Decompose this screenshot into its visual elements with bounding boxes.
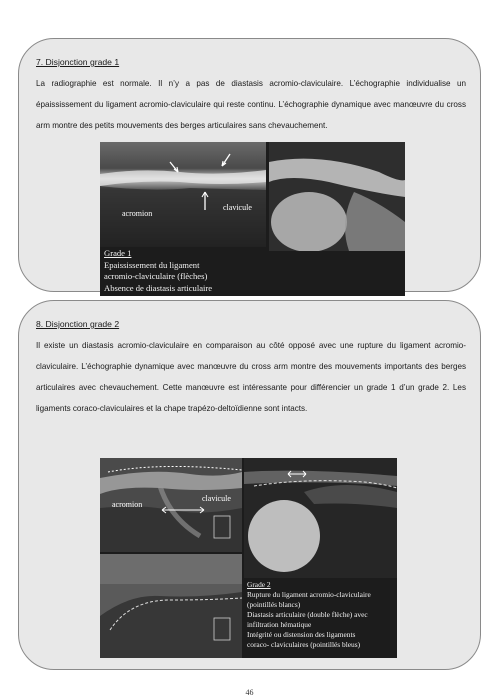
label-acromion: acromion [112,500,143,509]
section-paragraph: La radiographie est normale. Il n’y a pas de diastasis acromio-claviculaire. L’échographie individualise un épaississement du ligament acromio-claviculaire qui reste continu. L’échographie dynamique avec manœuvre du cross arm montre des petits mouvements des berges articulaires sans chevauchement. [36,79,466,130]
ultrasound-image-bottom [100,554,242,658]
caption-title: Grade 2 [247,580,271,589]
caption-line: Intégrité ou distension des ligaments [247,630,356,639]
figure-grade2 [100,458,397,658]
ultrasound-image-top [100,458,242,552]
mri-image [244,458,397,578]
page-number: 46 [245,688,254,697]
caption-line: Epaississement du ligament [104,259,200,270]
caption-title: Grade 1 [104,248,132,258]
label-clavicule: clavicule [202,494,231,503]
caption-line: coraco- claviculaires (pointillés bleus) [247,640,361,649]
label-acromion: acromion [122,209,153,218]
xray-image [269,142,405,251]
caption-line: acromio-claviculaire (flèches) [104,271,208,281]
caption-line: Rupture du ligament acromio-claviculaire [247,590,371,599]
label-clavicule: clavicule [223,203,252,212]
caption-line: infiltration hématique [247,620,312,629]
figure-caption [247,580,371,650]
caption-line: Diastasis articulaire (double flèche) avec [247,610,368,619]
caption-line: Absence de diastasis articulaire [104,282,213,293]
figure-caption [104,248,212,294]
section-heading: 8. Disjonction grade 2 [36,319,120,329]
figure-grade1 [100,142,405,296]
section-card-grade2 [18,300,481,670]
ultrasound-image [100,142,266,247]
section-heading: 7. Disjonction grade 1 [36,57,120,67]
caption-line: (pointillés blancs) [247,600,301,609]
section-paragraph: Il existe un diastasis acromio-claviculaire en comparaison au côté opposé avec une rupture du ligament acromio-claviculaire. L’échographie dynamique avec manœuvre du cross arm montre des mouvements importants des berges articulaires avec chevauchement. Cette manœuvre est intéressante pour différencier un grade 1 d’un grade 2. Les ligaments coraco-claviculaires et la chape trapézo-deltoïdienne sont intacts. [36,341,466,413]
section-card-grade1 [18,38,481,292]
